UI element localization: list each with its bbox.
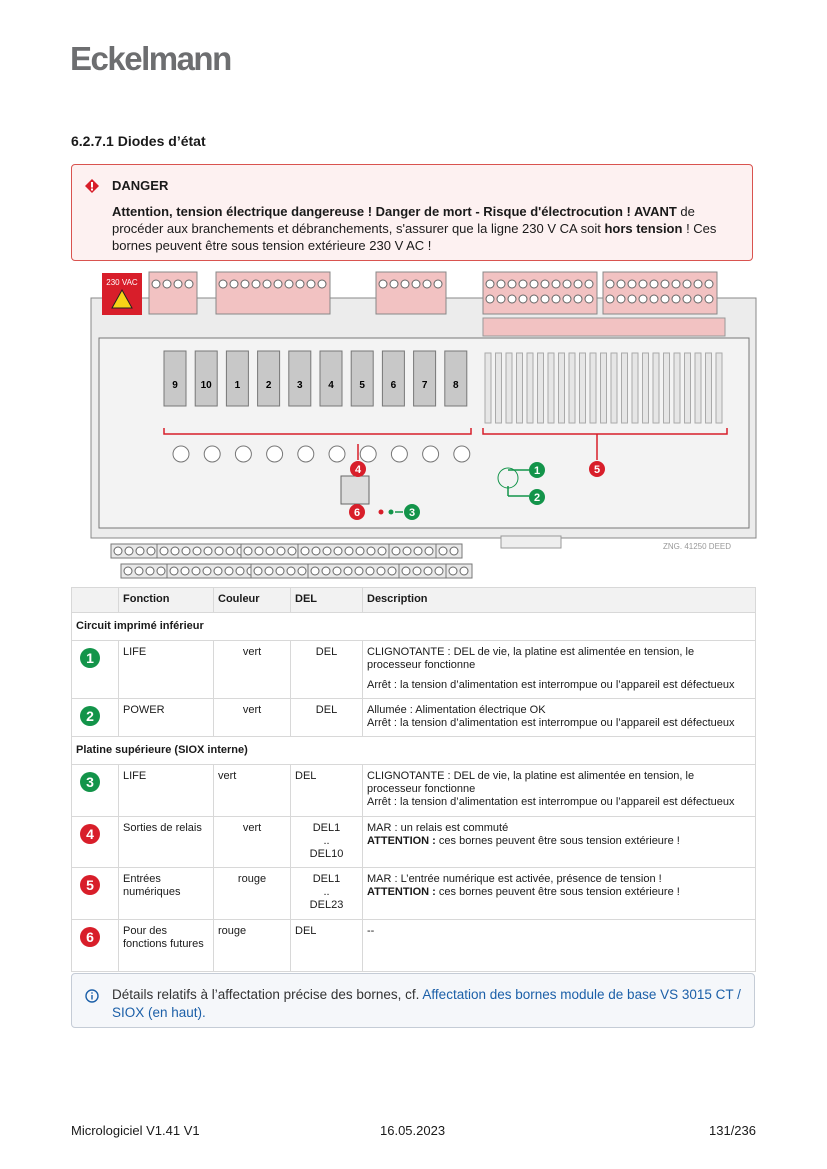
info-text: Détails relatifs à l’affectation précise des bornes, cf. (112, 987, 423, 1002)
terminal-screw (265, 567, 273, 575)
terminal-screw (486, 295, 494, 303)
top-terminal-block (603, 272, 717, 314)
table-row (72, 920, 756, 972)
table-row (72, 765, 756, 817)
function-cell: Entrées numériques (119, 868, 214, 920)
terminal-screw (434, 280, 442, 288)
input-led-column (643, 353, 649, 423)
terminal-screw (181, 567, 189, 575)
color-cell: vert (214, 817, 291, 868)
terminal-screw (356, 547, 364, 555)
relay-potentiometer (204, 446, 220, 462)
terminal-screw (628, 280, 636, 288)
footer-version: Micrologiciel V1.41 V1 (71, 1123, 200, 1138)
terminal-screw (345, 547, 353, 555)
terminal-screw (617, 280, 625, 288)
description-cell (363, 765, 756, 817)
terminal-screw (318, 280, 326, 288)
terminal-screw (379, 280, 387, 288)
relay-number: 6 (390, 380, 397, 391)
callout-badge: 5 (80, 875, 100, 895)
input-led-column (716, 353, 722, 423)
terminal-screw (574, 280, 582, 288)
relay-potentiometer (329, 446, 345, 462)
col-header-function: Fonction (119, 588, 214, 613)
terminal-screw (226, 547, 234, 555)
terminal-screw (486, 280, 494, 288)
terminal-screw (147, 547, 155, 555)
terminal-screw (628, 295, 636, 303)
table-row (72, 641, 756, 699)
terminal-assignment-link[interactable]: Affectation des bornes module de base VS 3015 CT / SIOX (en haut). (112, 987, 741, 1020)
col-header-number (72, 588, 119, 613)
relay (164, 351, 186, 406)
input-led-column (496, 353, 502, 423)
callout-number: 2 (533, 492, 541, 504)
input-led-column (569, 353, 575, 423)
terminal-screw (334, 547, 342, 555)
terminal-screw (424, 567, 432, 575)
terminal-screw (435, 567, 443, 575)
terminal-screw (617, 295, 625, 303)
terminal-screw (672, 280, 680, 288)
danger-text-1: de procéder aux branchements et débranchements, s'assurer que la ligne 230 V CA soit (112, 204, 695, 236)
terminal-screw (705, 295, 713, 303)
callout-badge: 3 (80, 772, 100, 792)
callout-badge: 6 (80, 927, 100, 947)
relay-number: 9 (172, 380, 178, 391)
terminal-screw (192, 567, 200, 575)
terminal-screw (392, 547, 400, 555)
terminal-screw (355, 567, 363, 575)
terminal-screw (508, 280, 516, 288)
desc-line: MAR : un relais est commuté (367, 822, 509, 834)
terminal-screw (244, 547, 252, 555)
terminal-screw (366, 567, 374, 575)
danger-callout (71, 164, 753, 261)
terminal-screw (236, 567, 244, 575)
terminal-screw (276, 567, 284, 575)
input-led-column (622, 353, 628, 423)
danger-text (112, 203, 742, 254)
desc-line: Arrêt : la tension d’alimentation est interrompue ou l’appareil est défectueux (367, 717, 735, 729)
relay-potentiometer (173, 446, 189, 462)
relay-potentiometer (235, 446, 251, 462)
color-cell: rouge (214, 868, 291, 920)
terminal-screw (519, 295, 527, 303)
terminal-screw (705, 280, 713, 288)
terminal-screw (390, 280, 398, 288)
color-cell: vert (214, 699, 291, 737)
relay (320, 351, 342, 406)
terminal-screw (311, 567, 319, 575)
terminal-screw (160, 547, 168, 555)
callout-badge: 1 (80, 648, 100, 668)
terminal-screw (214, 567, 222, 575)
table-row (72, 817, 756, 868)
led-cell (291, 817, 363, 868)
led-cell: DEL (291, 920, 363, 972)
col-header-led: DEL (291, 588, 363, 613)
terminal-screw (377, 567, 385, 575)
terminal-screw (193, 547, 201, 555)
relay (195, 351, 217, 406)
terminal-screw (552, 295, 560, 303)
terminal-screw (225, 567, 233, 575)
input-led-column (559, 353, 565, 423)
terminal-screw (661, 280, 669, 288)
attention-label: ATTENTION : (367, 835, 436, 847)
relay-number: 5 (359, 380, 365, 391)
terminal-screw (215, 547, 223, 555)
relay-number: 2 (265, 380, 272, 391)
terminal-screw (136, 547, 144, 555)
footer-page-number: 131/236 (709, 1123, 756, 1138)
terminal-screw (255, 547, 263, 555)
terminal-screw (606, 280, 614, 288)
terminal-screw (414, 547, 422, 555)
terminal-screw (322, 567, 330, 575)
description-cell (363, 868, 756, 920)
relay-potentiometer (267, 446, 283, 462)
input-led-column (601, 353, 607, 423)
led-cell: DEL (291, 641, 363, 699)
relay-potentiometer (391, 446, 407, 462)
terminal-screw (301, 547, 309, 555)
input-led-column (548, 353, 554, 423)
color-cell: vert (214, 641, 291, 699)
terminal-screw (288, 547, 296, 555)
relay-number: 7 (421, 380, 428, 391)
drawing-number: ZNG. 41250 DEED (662, 542, 732, 551)
terminal-screw (277, 547, 285, 555)
terminal-screw (402, 567, 410, 575)
terminal-screw (497, 295, 505, 303)
led-range-start: DEL1 (312, 873, 341, 885)
function-cell: Pour des fonctions futures (119, 920, 214, 972)
terminal-screw (312, 547, 320, 555)
input-led-column (527, 353, 533, 423)
terminal-screw (114, 547, 122, 555)
eckelmann-logo: Eckelmann (70, 40, 231, 77)
description-cell (363, 817, 756, 868)
terminal-screw (425, 547, 433, 555)
terminal-screw (287, 567, 295, 575)
function-cell: LIFE (119, 765, 214, 817)
input-led-column (517, 353, 523, 423)
led-6 (379, 510, 384, 515)
terminal-screw (423, 280, 431, 288)
terminal-screw (497, 280, 505, 288)
terminal-screw (171, 547, 179, 555)
danger-title: DANGER (112, 178, 169, 193)
danger-bold-2: hors tension (604, 221, 683, 236)
terminal-screw (639, 280, 647, 288)
led-range-sep: .. (323, 835, 330, 847)
processor-chip (341, 476, 369, 504)
status-led-table (71, 587, 756, 972)
terminal-screw (230, 280, 238, 288)
terminal-screw (661, 295, 669, 303)
terminal-screw (367, 547, 375, 555)
relay-number: 4 (328, 380, 334, 391)
danger-bold-1: Attention, tension électrique dangereuse ! Danger de mort - Risque d'électrocution ! AVANT (112, 204, 677, 219)
callout-badge: 2 (80, 706, 100, 726)
label-plate (501, 536, 561, 548)
terminal-screw (174, 280, 182, 288)
callout-badge: 4 (80, 824, 100, 844)
terminal-screw (296, 280, 304, 288)
top-terminal-block (483, 272, 597, 314)
terminal-screw (344, 567, 352, 575)
led-cell: DEL (291, 765, 363, 817)
terminal-screw (204, 547, 212, 555)
terminal-screw (639, 295, 647, 303)
section-heading: 6.2.7.1 Diodes d’état (71, 133, 206, 149)
top-terminal-block (376, 272, 446, 314)
led-cell (291, 868, 363, 920)
input-led-column (706, 353, 712, 423)
terminal-screw (450, 547, 458, 555)
terminal-screw (574, 295, 582, 303)
callout-number: 5 (593, 464, 601, 476)
terminal-screw (439, 547, 447, 555)
input-led-column (506, 353, 512, 423)
terminal-screw (152, 280, 160, 288)
terminal-screw (252, 280, 260, 288)
terminal-screw (170, 567, 178, 575)
terminal-screw (541, 280, 549, 288)
led-range-start: DEL1 (312, 822, 341, 834)
terminal-screw (563, 280, 571, 288)
callout-number: 6 (353, 507, 361, 519)
terminal-screw (519, 280, 527, 288)
desc-line: Arrêt : la tension d’alimentation est interrompue ou l’appareil est défectueux (367, 796, 735, 808)
terminal-screw (135, 567, 143, 575)
relay (258, 351, 280, 406)
callout-number: 1 (533, 465, 541, 477)
terminal-screw (585, 280, 593, 288)
section-row: Platine supérieure (SIOX interne) (72, 737, 756, 765)
terminal-screw (403, 547, 411, 555)
desc-line: ces bornes peuvent être sous tension extérieure ! (435, 835, 680, 847)
relay-potentiometer (298, 446, 314, 462)
attention-label: ATTENTION : (367, 886, 436, 898)
terminal-screw (263, 280, 271, 288)
input-led-column (611, 353, 617, 423)
terminal-screw (530, 280, 538, 288)
relay-number: 8 (453, 380, 459, 391)
color-cell: rouge (214, 920, 291, 972)
terminal-screw (541, 295, 549, 303)
relay (414, 351, 436, 406)
terminal-screw (606, 295, 614, 303)
terminal-screw (285, 280, 293, 288)
module-diagram (71, 268, 761, 583)
terminal-screw (307, 280, 315, 288)
terminal-screw (552, 280, 560, 288)
relay-potentiometer (423, 446, 439, 462)
relay-number: 3 (297, 380, 303, 391)
input-connector (483, 318, 725, 336)
info-icon (85, 989, 99, 1003)
function-cell: POWER (119, 699, 214, 737)
danger-text-2: ! Ces bornes peuvent être sous tension extérieure 230 V AC ! (112, 221, 717, 253)
terminal-screw (683, 295, 691, 303)
top-terminal-block (149, 272, 197, 314)
terminal-screw (125, 547, 133, 555)
led-3 (389, 510, 394, 515)
terminal-screw (274, 280, 282, 288)
input-led-column (580, 353, 586, 423)
relay (382, 351, 404, 406)
relay (445, 351, 467, 406)
relay (289, 351, 311, 406)
terminal-screw (378, 547, 386, 555)
terminal-screw (124, 567, 132, 575)
terminal-screw (157, 567, 165, 575)
voltage-warning-text: 230 VAC (106, 278, 138, 287)
table-row (72, 868, 756, 920)
top-terminal-block (216, 272, 330, 314)
led-range-end: DEL23 (309, 899, 344, 911)
terminal-screw (585, 295, 593, 303)
function-cell: LIFE (119, 641, 214, 699)
relay-number: 10 (200, 380, 212, 391)
color-cell: vert (214, 765, 291, 817)
terminal-screw (460, 567, 468, 575)
input-led-column (632, 353, 638, 423)
terminal-screw (219, 280, 227, 288)
relay (351, 351, 373, 406)
terminal-screw (146, 567, 154, 575)
relay-number: 1 (234, 380, 241, 391)
terminal-screw (203, 567, 211, 575)
relay-potentiometer (454, 446, 470, 462)
input-led-column (590, 353, 596, 423)
function-cell: Sorties de relais (119, 817, 214, 868)
led-range-end: DEL10 (309, 848, 344, 860)
col-header-color: Couleur (214, 588, 291, 613)
description-cell: -- (363, 920, 756, 972)
terminal-screw (333, 567, 341, 575)
terminal-screw (182, 547, 190, 555)
terminal-screw (388, 567, 396, 575)
description-cell (363, 699, 756, 737)
terminal-screw (401, 280, 409, 288)
terminal-screw (241, 280, 249, 288)
desc-line: MAR : L’entrée numérique est activée, présence de tension ! (367, 873, 662, 885)
terminal-screw (413, 567, 421, 575)
callout-number: 4 (354, 464, 362, 476)
terminal-screw (563, 295, 571, 303)
terminal-screw (185, 280, 193, 288)
desc-line: CLIGNOTANTE : DEL de vie, la platine est alimentée en tension, le processeur fonctionne (367, 646, 695, 671)
terminal-screw (449, 567, 457, 575)
relay (226, 351, 248, 406)
input-led-column (485, 353, 491, 423)
terminal-screw (650, 295, 658, 303)
terminal-screw (412, 280, 420, 288)
terminal-screw (694, 280, 702, 288)
desc-line: ces bornes peuvent être sous tension extérieure ! (435, 886, 680, 898)
terminal-screw (683, 280, 691, 288)
section-row: Circuit imprimé inférieur (72, 613, 756, 641)
terminal-screw (266, 547, 274, 555)
desc-line: Arrêt : la tension d’alimentation est interrompue ou l’appareil est défectueux (367, 679, 735, 691)
terminal-screw (672, 295, 680, 303)
terminal-screw (650, 280, 658, 288)
input-led-column (685, 353, 691, 423)
led-range-sep: .. (323, 886, 330, 898)
terminal-screw (530, 295, 538, 303)
input-led-column (538, 353, 544, 423)
terminal-screw (323, 547, 331, 555)
terminal-screw (694, 295, 702, 303)
terminal-screw (508, 295, 516, 303)
input-led-column (674, 353, 680, 423)
desc-line: CLIGNOTANTE : DEL de vie, la platine est alimentée en tension, le processeur fonctionne (367, 770, 695, 795)
terminal-screw (298, 567, 306, 575)
info-callout (71, 973, 755, 1028)
terminal-screw (254, 567, 262, 575)
led-cell: DEL (291, 699, 363, 737)
callout-number: 3 (408, 507, 416, 519)
terminal-screw (163, 280, 171, 288)
input-led-column (664, 353, 670, 423)
danger-icon (85, 179, 99, 193)
input-led-column (653, 353, 659, 423)
col-header-description: Description (363, 588, 756, 613)
desc-line: Allumée : Alimentation électrique OK (367, 704, 546, 716)
table-row (72, 699, 756, 737)
description-cell (363, 641, 756, 699)
relay-potentiometer (360, 446, 376, 462)
footer-date: 16.05.2023 (380, 1123, 446, 1138)
input-led-column (695, 353, 701, 423)
